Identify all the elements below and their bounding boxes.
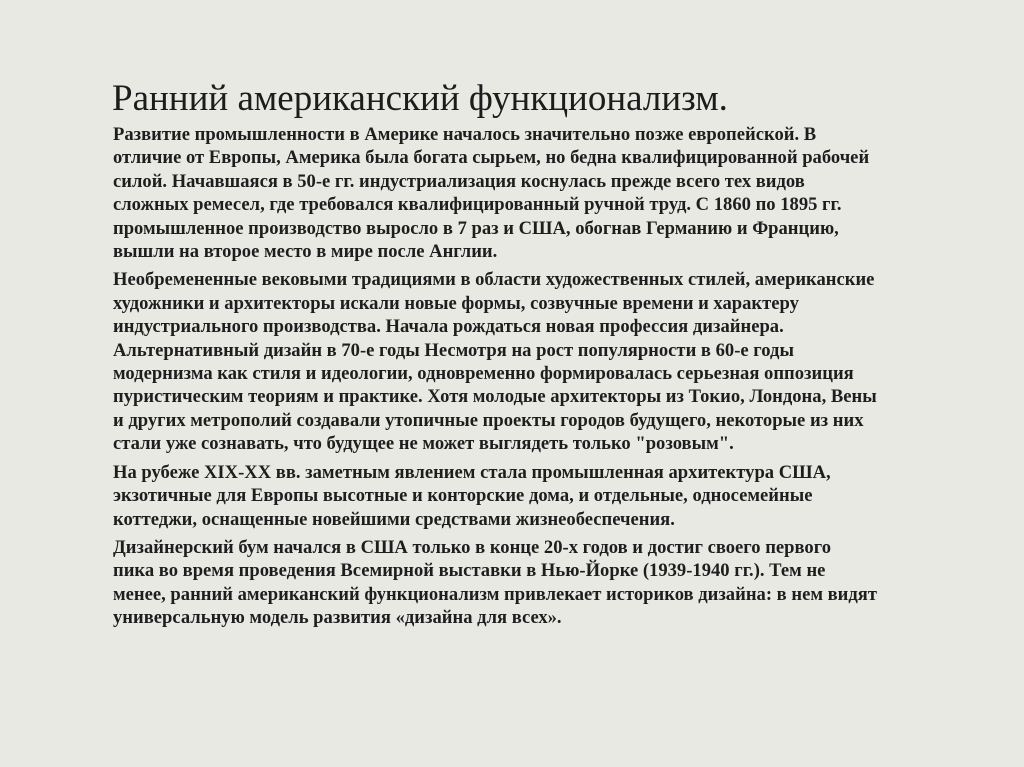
- slide-title: Ранний американский функционализм.: [112, 78, 728, 119]
- text-line: художники и архитекторы искали новые формы, созвучные времени и характеру: [113, 292, 799, 314]
- text-line: отличие от Европы, Америка была богата сырьем, но бедна квалифицированной рабочей: [113, 147, 870, 169]
- text-line: экзотичные для Европы высотные и конторские дома, и отдельные, односемейные: [113, 485, 813, 507]
- text-line: индустриального производства. Начала рождаться новая профессия дизайнера.: [113, 316, 784, 338]
- text-line: и других метрополий создавали утопичные проекты городов будущего, некоторые из них: [113, 409, 864, 431]
- text-line: Развитие промышленности в Америке началось значительно позже европейской. В: [113, 124, 817, 145]
- text-line: Дизайнерский бум начался в США только в конце 20-х годов и достиг своего первого: [113, 536, 832, 558]
- text-line: На рубеже XIX-XX вв. заметным явлением стала промышленная архитектура США,: [113, 461, 831, 483]
- slide-body: [113, 123, 943, 635]
- text-line: менее, ранний американский функционализм привлекает историков дизайна: в нем видят: [113, 583, 877, 605]
- text-line: коттеджи, оснащенные новейшими средствами жизнеобеспечения.: [113, 508, 675, 530]
- text-line: силой. Начавшаяся в 50-е гг. индустриализация коснулась прежде всего тех видов: [113, 170, 805, 192]
- paragraph-new-forms: [113, 268, 943, 455]
- text-line: пика во время проведения Всемирной выставки в Нью-Йорке (1939-1940 гг.). Тем не: [113, 560, 826, 582]
- paragraph-design-boom: [113, 536, 943, 630]
- text-line: универсальную модель развития «дизайна для всех».: [113, 607, 562, 629]
- text-line: вышли на второе место в мире после Англии.: [113, 241, 498, 263]
- text-line: модернизма как стиля и идеологии, одновременно формировалась серьезная оппозиция: [113, 363, 854, 385]
- paragraph-industrial-development: [113, 123, 943, 263]
- text-line: стали уже сознавать, что будущее не может выглядеть только "розовым".: [113, 433, 734, 455]
- paragraph-industrial-architecture: [113, 461, 943, 531]
- text-line: промышленное производство выросло в 7 раз и США, обогнав Германию и Францию,: [113, 217, 839, 239]
- text-line: пуристическим теориям и практике. Хотя молодые архитекторы из Токио, Лондона, Вены: [113, 386, 877, 408]
- text-line: сложных ремесел, где требовался квалифицированный ручной труд. С 1860 по 1895 гг.: [113, 194, 842, 216]
- text-line: Необремененные вековыми традициями в области художественных стилей, американские: [113, 269, 875, 291]
- text-line: Альтернативный дизайн в 70-е годы Несмотря на рост популярности в 60-е годы: [113, 339, 794, 361]
